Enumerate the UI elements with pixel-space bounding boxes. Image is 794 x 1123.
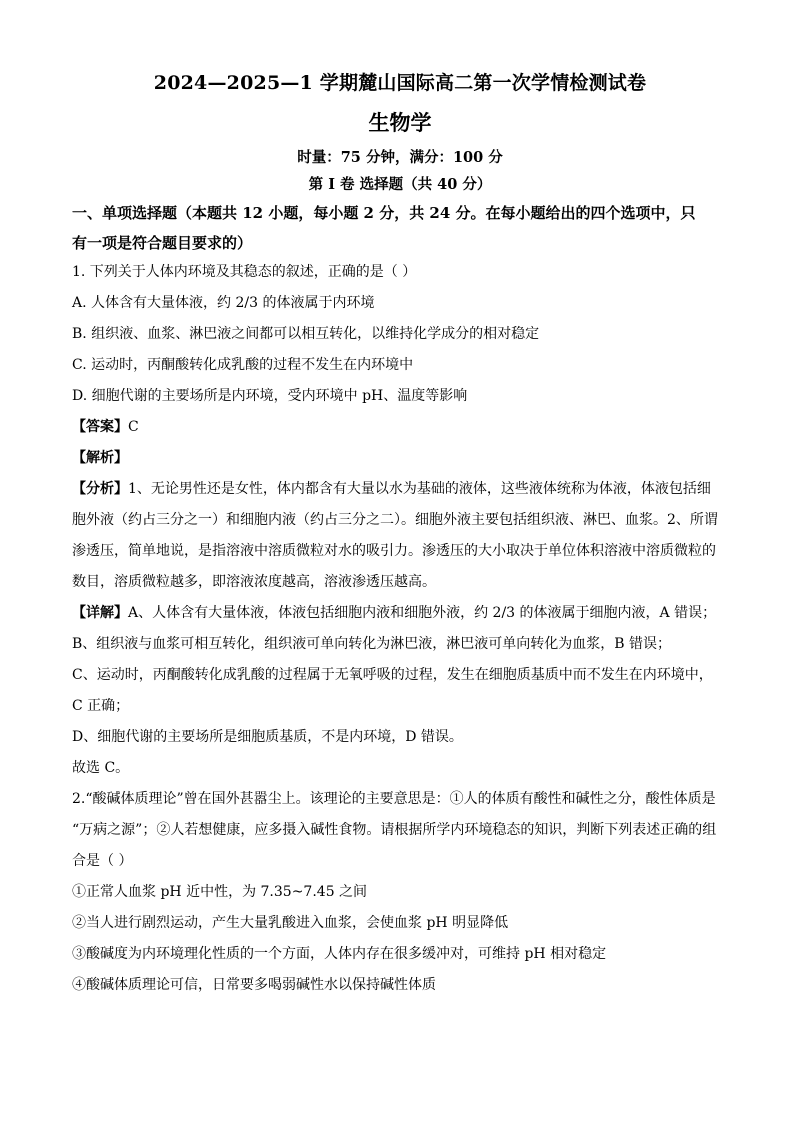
section-heading-line: 一、单项选择题（本题共 12 小题，每小题 2 分，共 24 分。在每小题给出的四个选项中，只 — [72, 204, 696, 222]
option-d: D. 细胞代谢的主要场所是内环境，受内环境中 pH、温度等影响 — [72, 388, 468, 404]
xiangjie-line: B、组织液与血浆可相互转化，组织液可单向转化为淋巴液，淋巴液可单向转化为血浆，B 错误； — [72, 636, 672, 652]
question-2 — [72, 784, 728, 1001]
exam-title: 2024—2025—1 学期麓山国际高二第一次学情检测试卷 — [153, 72, 647, 94]
xiangjie-text: A、人体含有大量体液，体液包括细胞内液和细胞外液，约 2/3 的体液属于细胞内液，A 错误； — [128, 605, 717, 621]
question-stem: 1. 下列关于人体内环境及其稳态的叙述，正确的是（ ） — [72, 264, 417, 280]
xiangjie-line — [72, 598, 728, 629]
statement-3: ③酸碱度为内环境理化性质的一个方面，人体内存在很多缓冲对，可维持 pH 相对稳定 — [72, 946, 607, 962]
statement-1: ①正常人血浆 pH 近中性，为 7.35~7.45 之间 — [72, 884, 368, 900]
option-a: A. 人体含有大量体液，约 2/3 的体液属于内环境 — [72, 295, 375, 311]
subject-title: 生物学 — [368, 110, 432, 135]
fenxi-line: 胞外液（约占三分之一）和细胞内液（约占三分之二）。细胞外液主要包括组织液、淋巴、血浆。2、所谓 — [72, 512, 718, 528]
question-stem: 2.“酸碱体质理论”曾在国外甚嚣尘上。该理论的主要意思是：①人的体质有酸性和碱性之分，酸性体质是 — [72, 791, 716, 807]
xiangjie-tag: 【详解】 — [72, 605, 128, 621]
xiangjie-line: C、运动时，丙酮酸转化成乳酸的过程属于无氧呼吸的过程，发生在细胞质基质中而不发生在内环境中， — [72, 667, 713, 683]
analysis-tag: 【解析】 — [72, 450, 128, 466]
fenxi-block — [72, 474, 728, 598]
fenxi-line: 渗透压，简单地说，是指溶液中溶质微粒对水的吸引力。渗透压的大小取决于单位体积溶液中溶质微粒的 — [72, 543, 716, 559]
answer-tag: 【答案】 — [72, 419, 128, 435]
section-heading — [72, 199, 728, 257]
xiangjie-block — [72, 598, 728, 784]
fenxi-tag: 【分析】 — [72, 481, 128, 497]
section-heading-line: 有一项是符合题目要求的） — [72, 234, 253, 252]
answer-value: C — [128, 419, 139, 435]
question-stem: “万病之源”；②人若想健康，应多摄入碱性食物。请根据所学内环境稳态的知识，判断下列表述正确的组 — [72, 822, 717, 838]
xiangjie-line: C 正确； — [72, 698, 130, 714]
xiangjie-line: D、细胞代谢的主要场所是细胞质基质，不是内环境，D 错误。 — [72, 729, 463, 745]
analysis-line — [72, 443, 728, 474]
answer-line — [72, 412, 728, 443]
part-title: 第 I 卷 选择题（共 40 分） — [308, 176, 492, 193]
question-1 — [72, 257, 728, 784]
statement-4: ④酸碱体质理论可信，日常要多喝弱碱性水以保持碱性体质 — [72, 977, 436, 993]
time-info: 时量：75 分钟，满分：100 分 — [297, 149, 503, 166]
option-b: B. 组织液、血浆、淋巴液之间都可以相互转化，以维持化学成分的相对稳定 — [72, 326, 540, 342]
fenxi-text: 1、无论男性还是女性，体内都含有大量以水为基础的液体，这些液体统称为体液，体液包括细 — [128, 481, 711, 497]
xiangjie-line: 故选 C。 — [72, 760, 130, 776]
fenxi-line: 数目，溶质微粒越多，即溶液浓度越高，溶液渗透压越高。 — [72, 574, 436, 590]
option-c: C. 运动时，丙酮酸转化成乳酸的过程不发生在内环境中 — [72, 357, 414, 373]
statement-2: ②当人进行剧烈运动，产生大量乳酸进入血浆，会使血浆 pH 明显降低 — [72, 915, 509, 931]
fenxi-line — [72, 474, 728, 505]
question-stem: 合是（ ） — [72, 853, 133, 869]
